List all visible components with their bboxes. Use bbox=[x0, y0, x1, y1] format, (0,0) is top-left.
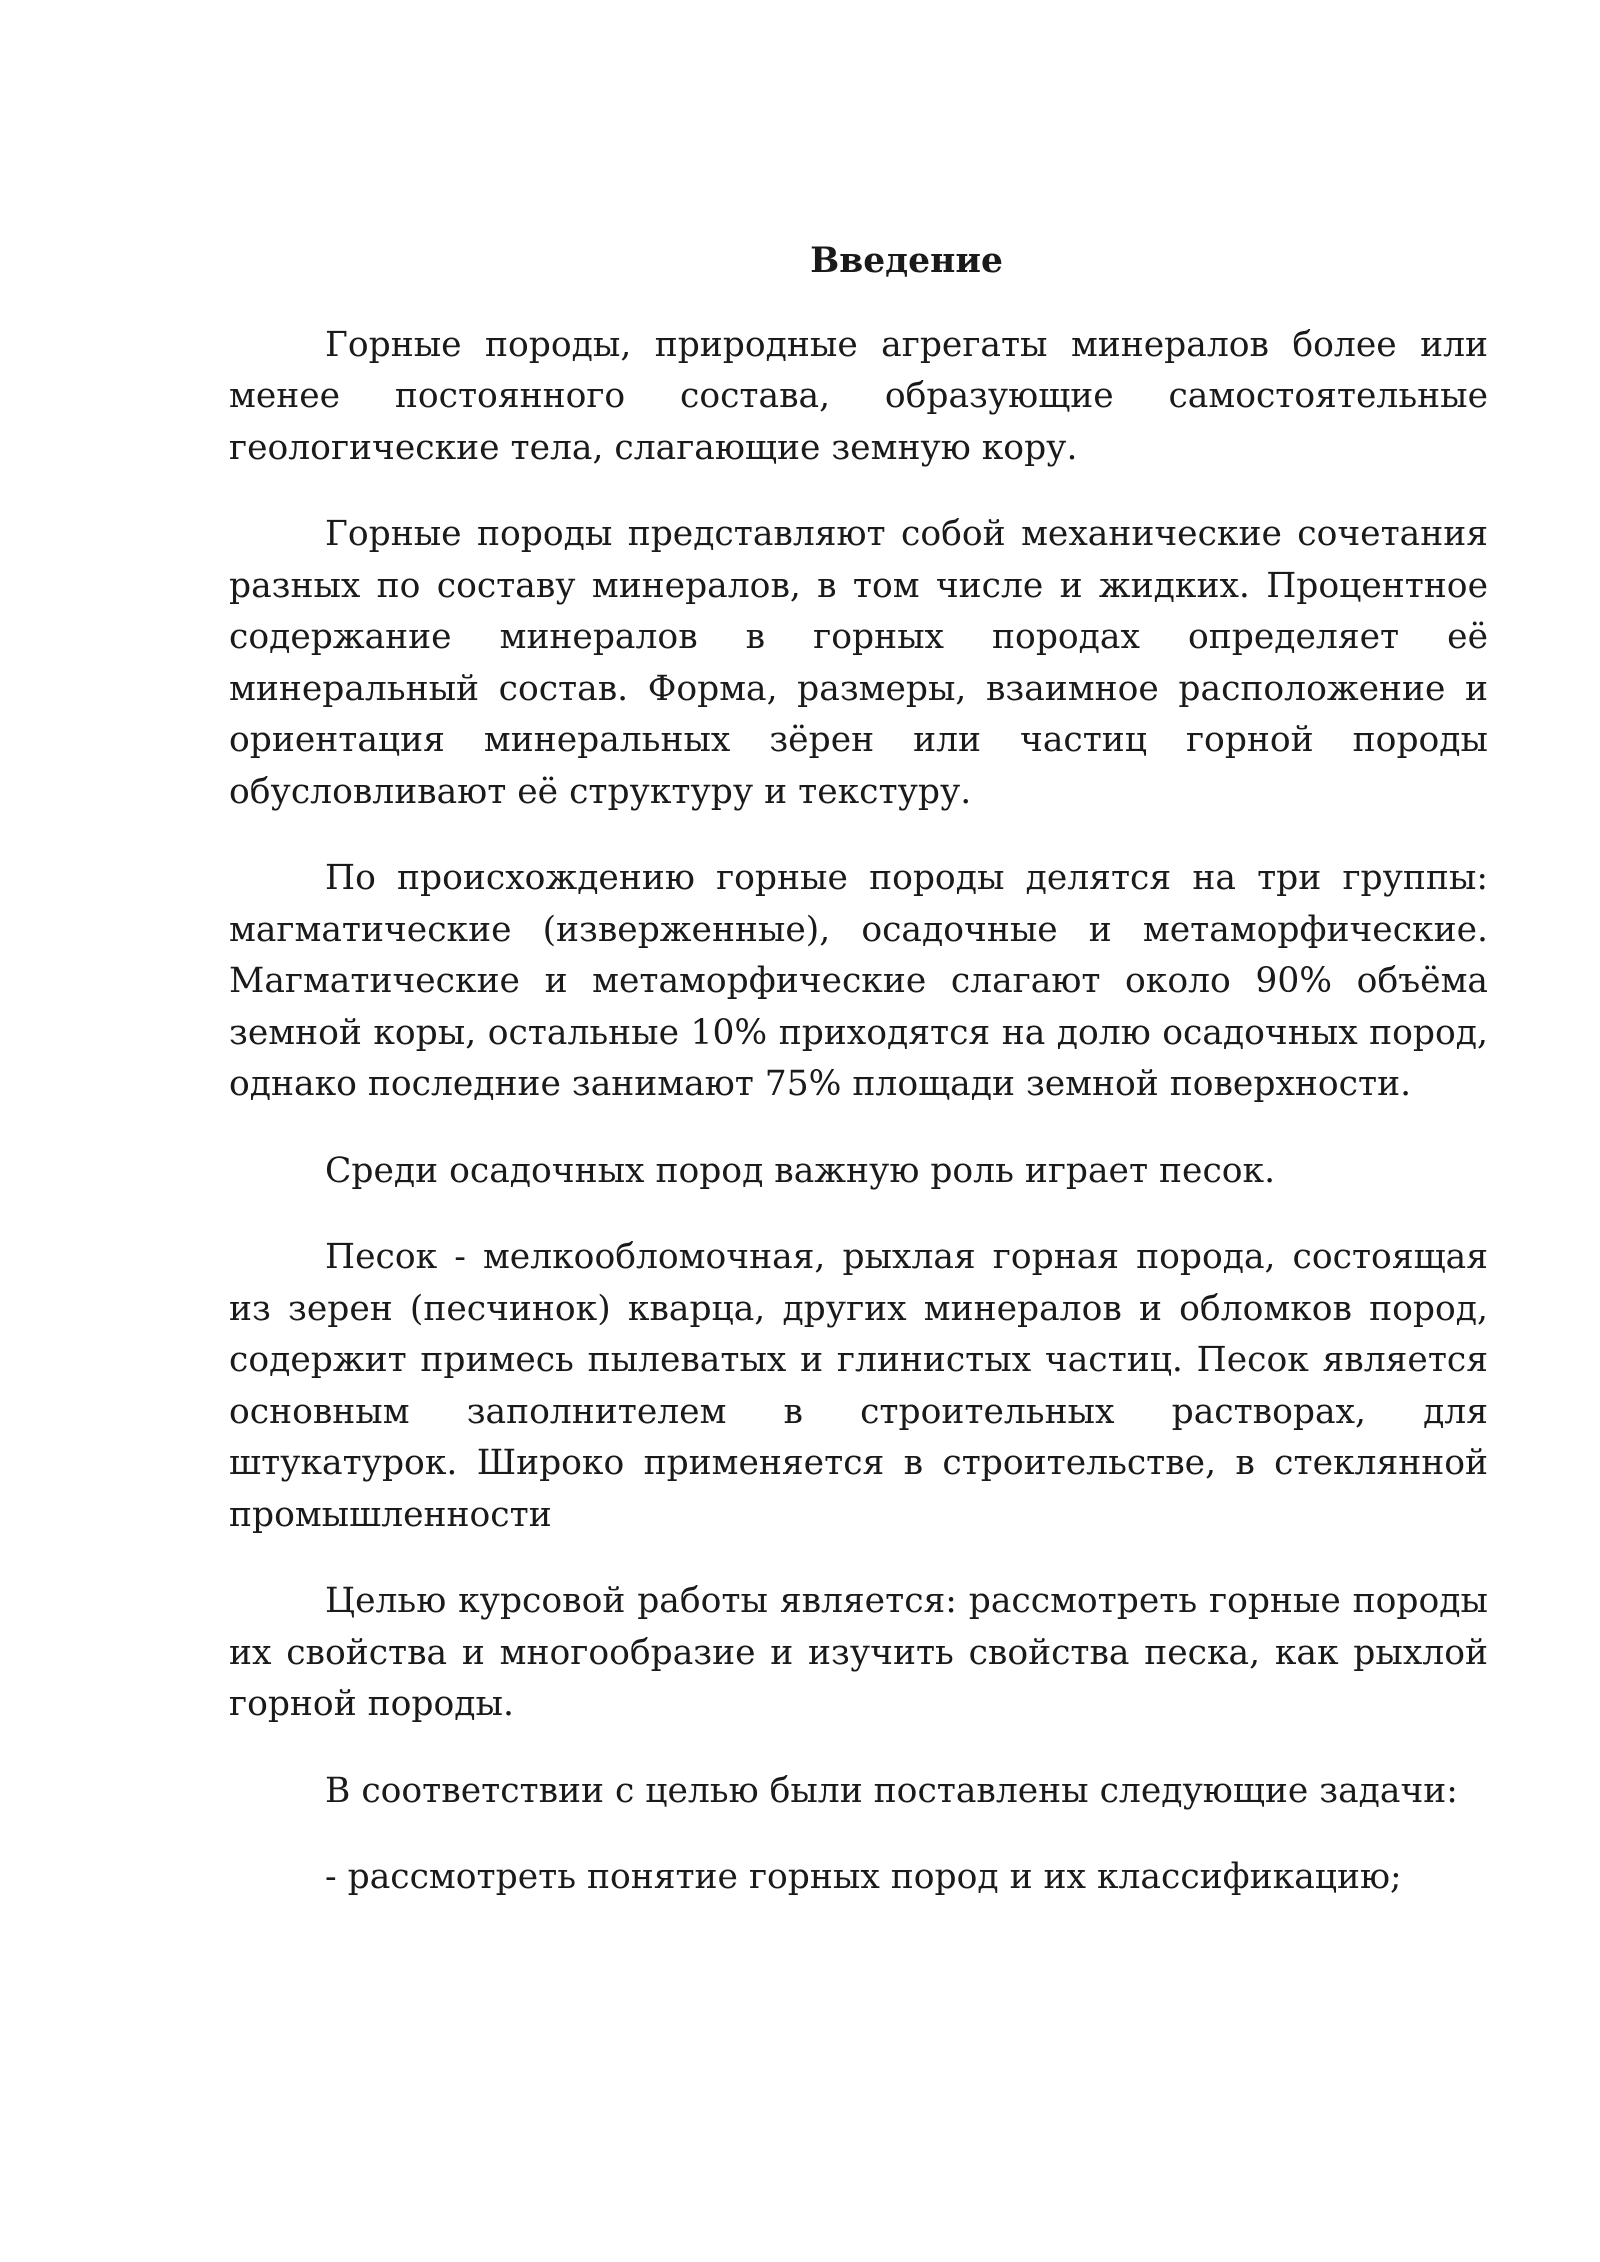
paragraph-tasks-intro: В соответствии с целью были поставлены следующие задачи: bbox=[325, 1770, 1458, 1811]
paragraph-goal: Целью курсовой работы является: рассмотреть горные породы их свойства и многообразие и изучить свойства песка, как рыхлой горной породы. bbox=[229, 1581, 1488, 1724]
paragraph-sand-definition: Песок - мелкообломочная, рыхлая горная порода, состоящая из зерен (песчинок) кварца, других минералов и обломков пород, содержит примесь пылеватых и глинистых частиц. Песок является основным заполнителем в строительных растворах, для штукатурок. Широко применяется в строительстве, в стеклянной промышленности bbox=[229, 1237, 1488, 1535]
paragraph-rocks-origin: По происхождению горные породы делятся на три группы: магматические (изверженные), осадочные и метаморфические. Магматические и метаморфические слагают около 90% объёма земной коры, остальные 10% приходятся на долю осадочных пород, однако последние занимают 75% площади земной поверхности. bbox=[229, 858, 1488, 1104]
paragraph-rocks-composition: Горные породы представляют собой механические сочетания разных по составу минералов, в том числе и жидких. Процентное содержание минералов в горных породах определяет её минеральный состав. Форма, размеры, взаимное расположение и ориентация минеральных зёрен или частиц горной породы обусловливают её структуру и текстуру. bbox=[229, 514, 1488, 812]
page-title: Введение bbox=[810, 241, 1003, 281]
paragraph-sand-role: Среди осадочных пород важную роль играет песок. bbox=[325, 1150, 1276, 1191]
list-item-task: - рассмотреть понятие горных пород и их классификацию; bbox=[325, 1857, 1402, 1897]
paragraph-rocks-definition: Горные породы, природные агрегаты минералов более или менее постоянного состава, образующие самостоятельные геологические тела, слагающие земную кору. bbox=[229, 324, 1488, 468]
document-body bbox=[229, 236, 1488, 1939]
